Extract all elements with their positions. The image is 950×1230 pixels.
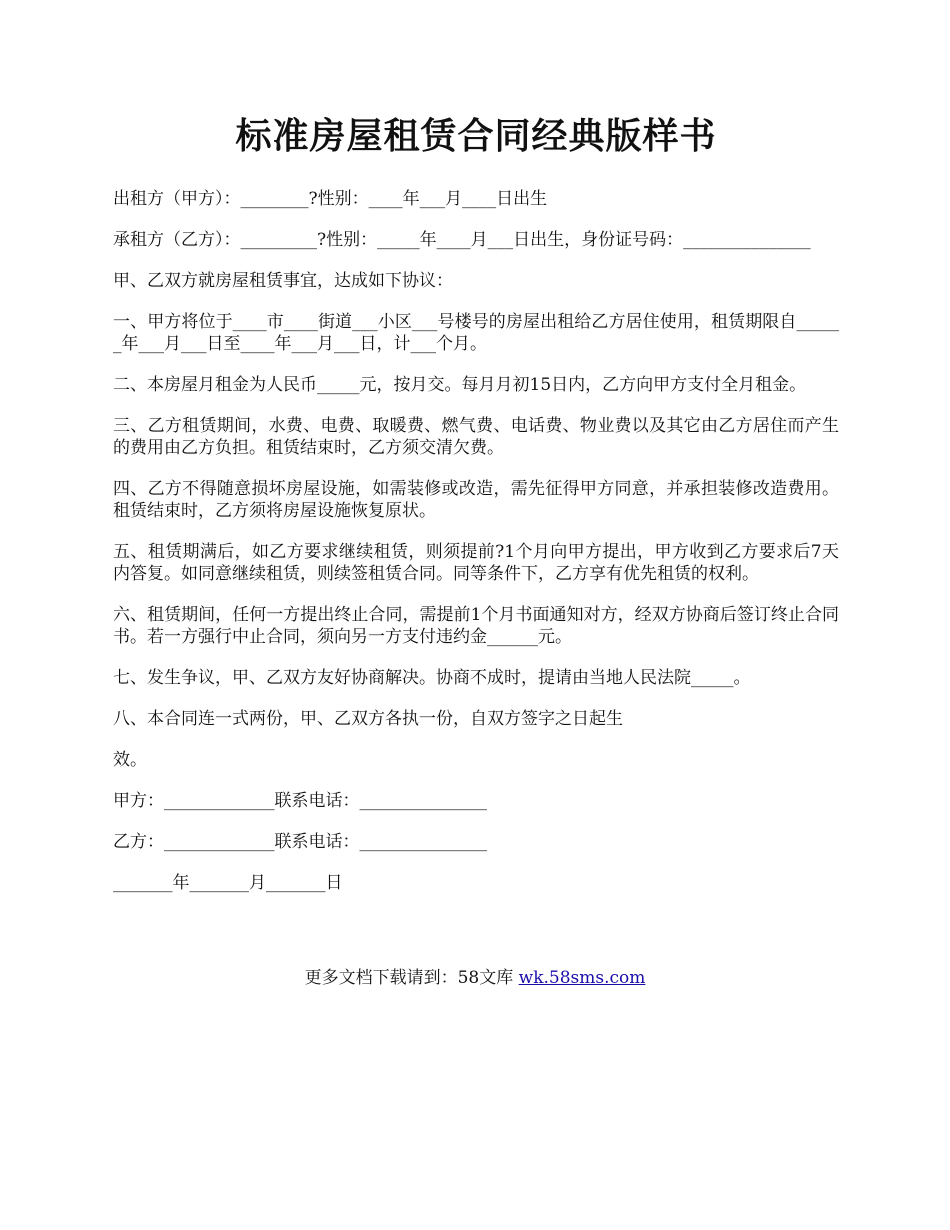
agreement-intro: 甲、乙双方就房屋租赁事宜，达成如下协议： bbox=[113, 271, 453, 291]
footer-text: 更多文档下载请到：58文库 bbox=[304, 968, 519, 988]
date-line: _______年_______月_______日 bbox=[113, 873, 343, 893]
lessor-info-line: 出租方（甲方）：________?性别：____年___月____日出生 bbox=[113, 189, 548, 209]
document-page bbox=[113, 110, 839, 913]
lessee-info-line: 承租方（乙方）：_________?性别：_____年____月___日出生，身份证号码：_______________ bbox=[113, 230, 811, 250]
clause-4: 四、乙方不得随意损坏房屋设施，如需装修或改造，需先征得甲方同意，并承担装修改造费用。租赁结束时，乙方须将房屋设施恢复原状。 bbox=[113, 479, 839, 521]
document-title: 标准房屋租赁合同经典版样书 bbox=[235, 115, 717, 157]
clause-6: 六、租赁期间，任何一方提出终止合同，需提前1个月书面通知对方，经双方协商后签订终止合同书。若一方强行中止合同，须向另一方支付违约金______元。 bbox=[113, 605, 839, 647]
download-footer bbox=[0, 967, 950, 989]
clause-8-continued: 效。 bbox=[113, 750, 147, 770]
party-a-signature-line: 甲方：_____________联系电话：_______________ bbox=[113, 791, 487, 811]
clause-2: 二、本房屋月租金为人民币_____元，按月交。每月月初15日内，乙方向甲方支付全月租金。 bbox=[113, 375, 807, 395]
clause-1: 一、甲方将位于____市____街道___小区___号楼号的房屋出租给乙方居住使用，租赁期限自______年___月___日至____年___月___日，计___个月。 bbox=[113, 312, 839, 354]
party-b-signature-line: 乙方：_____________联系电话：_______________ bbox=[113, 832, 487, 852]
footer-link[interactable]: wk.58sms.com bbox=[518, 968, 646, 988]
clause-3: 三、乙方租赁期间，水费、电费、取暖费、燃气费、电话费、物业费以及其它由乙方居住而产生的费用由乙方负担。租赁结束时，乙方须交清欠费。 bbox=[113, 416, 839, 458]
clause-5: 五、租赁期满后，如乙方要求继续租赁，则须提前?1个月向甲方提出，甲方收到乙方要求后7天内答复。如同意继续租赁，则续签租赁合同。同等条件下，乙方享有优先租赁的权利。 bbox=[113, 542, 839, 584]
clause-8: 八、本合同连一式两份，甲、乙双方各执一份，自双方签字之日起生 bbox=[113, 709, 623, 729]
clause-7: 七、发生争议，甲、乙双方友好协商解决。协商不成时，提请由当地人民法院_____。 bbox=[113, 668, 751, 688]
